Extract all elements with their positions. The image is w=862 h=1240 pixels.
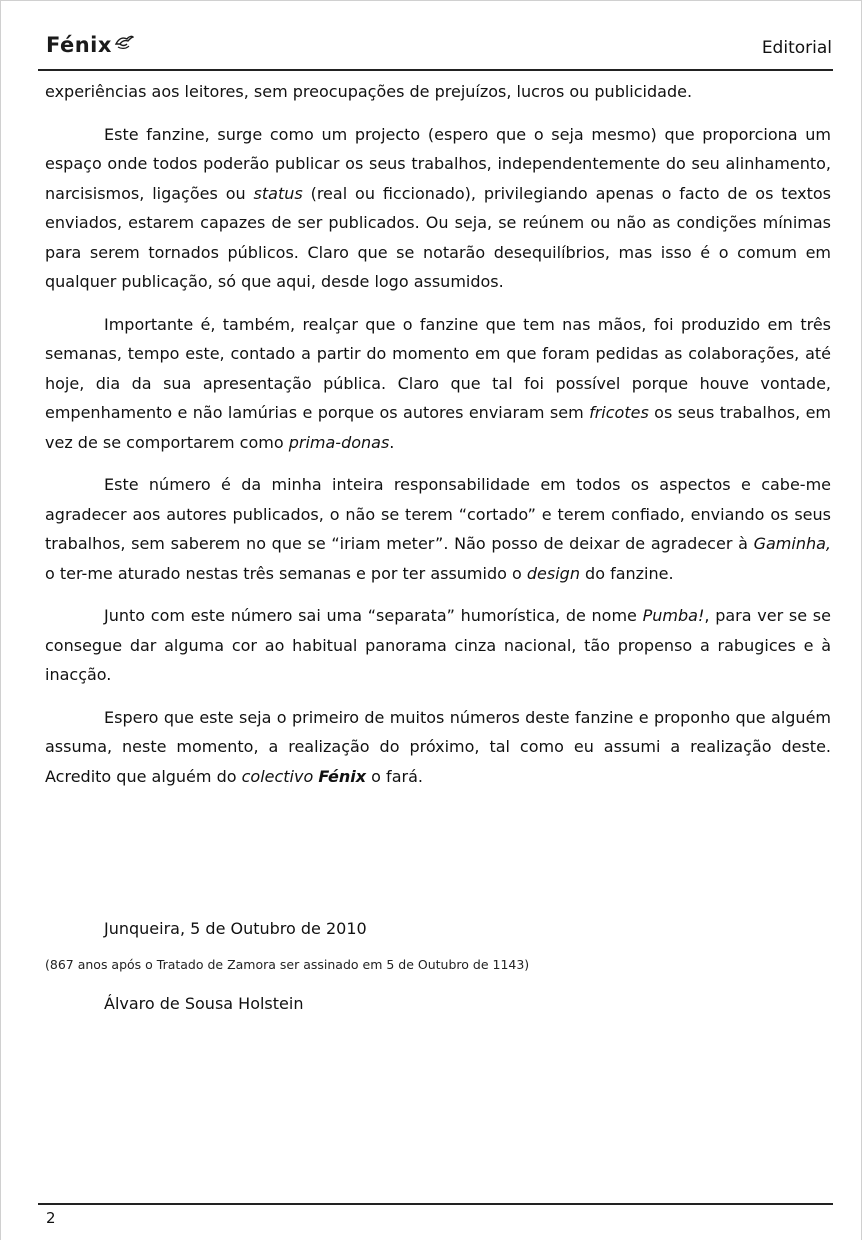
page-border-top (0, 0, 862, 1)
author-name: Álvaro de Sousa Holstein (104, 994, 304, 1013)
page-number: 2 (46, 1209, 56, 1227)
phoenix-bird-icon (114, 34, 134, 50)
footer-divider (38, 1203, 833, 1205)
section-title: Editorial (761, 38, 832, 58)
place-date: Junqueira, 5 de Outubro de 2010 (104, 919, 367, 938)
paragraph-5: Junto com este número sai uma “separata” humorística, de nome Pumba!, para ver se se consegue dar alguma cor ao habitual panorama cinza nacional, tão propenso a rabugices e à inacção. (45, 606, 831, 684)
header-divider (38, 69, 833, 71)
paragraph-3: Importante é, também, realçar que o fanzine que tem nas mãos, foi produzido em três semanas, tempo este, contado a partir do momento em que foram pedidas as colaborações, até hoje, dia da sua apresentação pública. Claro que tal foi possível porque houve vontade, empenhamento e não lamúrias e porque os autores enviaram sem fricotes os seus trabalhos, em vez de se comportarem como prima-donas. (45, 314, 832, 452)
page-border-left (0, 0, 1, 1240)
paragraph-6: Espero que este seja o primeiro de muitos números deste fanzine e proponho que alguém assuma, neste momento, a realização do próximo, tal como eu assumi a realização deste. Acredito que alguém do colectivo Fénix o fará. (45, 707, 831, 786)
article-body (45, 77, 831, 804)
page-header (40, 28, 832, 70)
paragraph-4: Este número é da minha inteira responsabilidade em todos os aspectos e cabe-me agradecer aos autores publicados, o não se terem “cortado” e terem confiado, enviando os seus trabalhos, sem saberem no que se “iriam meter”. Não posso de deixar de agradecer à Gaminha, o ter-me aturado nestas três semanas e por ter assumido o design do fanzine. (45, 475, 831, 583)
logo-text: Fénix (46, 33, 112, 57)
fenix-logo (46, 32, 134, 58)
paragraph-1: experiências aos leitores, sem preocupações de prejuízos, lucros ou publicidade. (45, 82, 693, 101)
historical-note: (867 anos após o Tratado de Zamora ser assinado em 5 de Outubro de 1143) (45, 957, 530, 972)
paragraph-2: Este fanzine, surge como um projecto (espero que o seja mesmo) que proporciona um espaço onde todos poderão publicar os seus trabalhos, independentemente do seu alinhamento, narcisismos, ligações ou status (real ou ficcionado), privilegiando apenas o facto de os textos enviados, estarem capazes de ser publicados. Ou seja, se reúnem ou não as condições mínimas para serem tornados públicos. Claro que se notarão desequilíbrios, mas isso é o comum em qualquer publicação, só que aqui, desde logo assumidos. (45, 124, 831, 291)
